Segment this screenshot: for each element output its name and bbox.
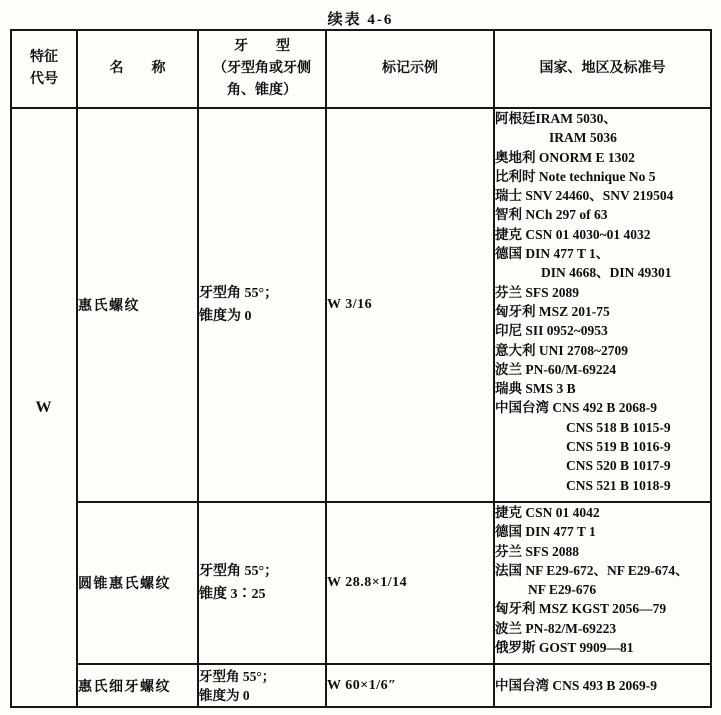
text-line: 德国 DIN 477 T 1 bbox=[495, 524, 596, 540]
text-line: 瑞士 SNV 24460、SNV 219504 bbox=[495, 188, 674, 204]
text-line: 锥度为 0 bbox=[199, 688, 250, 703]
text-line: 俄罗斯 GOST 9909—81 bbox=[495, 640, 634, 656]
text-line: 牙型角 55°； bbox=[199, 286, 279, 301]
header-standards: 国家、地区及标准号 bbox=[494, 30, 711, 108]
table-row bbox=[11, 108, 711, 502]
text-line: 瑞典 SMS 3 B bbox=[495, 381, 576, 397]
standards-cell bbox=[494, 502, 711, 664]
text-line: 芬兰 SFS 2089 bbox=[495, 284, 580, 300]
header-row bbox=[11, 30, 711, 108]
text-line: NF E29-676 bbox=[528, 582, 597, 598]
profile-cell bbox=[198, 502, 326, 664]
example-cell: W 28.8×1/14 bbox=[326, 502, 494, 664]
text-line: 意大利 UNI 2708~2709 bbox=[495, 342, 629, 358]
text-line: 牙型角 55°； bbox=[199, 669, 276, 684]
text-line: CNS 520 B 1017-9 bbox=[566, 458, 671, 474]
header-example: 标记示例 bbox=[326, 30, 494, 108]
text-line: 智利 NCh 297 of 63 bbox=[495, 207, 608, 223]
text-line: 德国 DIN 477 T 1、 bbox=[495, 246, 610, 262]
text-line: IRAM 5036 bbox=[549, 130, 617, 146]
feature-code-text: W bbox=[35, 398, 53, 416]
text-line: 捷克 CSN 01 4030~01 4032 bbox=[495, 226, 651, 242]
table-row bbox=[11, 502, 711, 664]
text-line: 法国 NF E29-672、NF E29-674、 bbox=[495, 562, 689, 578]
profile-cell bbox=[198, 664, 326, 707]
text-line: 波兰 PN-60/M-69224 bbox=[495, 361, 617, 377]
text-line: （牙型角或牙侧 bbox=[213, 61, 311, 76]
text-line: CNS 521 B 1018-9 bbox=[566, 477, 671, 493]
text-line: 波兰 PN-82/M-69223 bbox=[495, 620, 617, 636]
standards-table bbox=[10, 29, 712, 708]
name-cell: 惠氏螺纹 bbox=[77, 108, 198, 502]
text-line: CNS 519 B 1016-9 bbox=[566, 439, 671, 455]
text-line: 阿根廷IRAM 5030、 bbox=[495, 111, 617, 126]
name-cell: 圆锥惠氏螺纹 bbox=[77, 502, 198, 664]
text-line: 捷克 CSN 01 4042 bbox=[495, 505, 600, 520]
text-line: 特征 bbox=[30, 50, 58, 65]
text-line: 牙 型 bbox=[234, 39, 290, 54]
text-line: 印尼 SII 0952~0953 bbox=[495, 323, 608, 339]
text-line: 角、锥度） bbox=[227, 83, 297, 98]
feature-code-cell bbox=[11, 108, 77, 707]
name-cell: 惠氏细牙螺纹 bbox=[77, 664, 198, 707]
text-line: 芬兰 SFS 2088 bbox=[495, 543, 580, 559]
standards-cell bbox=[494, 664, 711, 707]
text-line: DIN 4668、DIN 49301 bbox=[541, 265, 672, 281]
profile-cell bbox=[198, 108, 326, 502]
text-line: 中国台湾 CNS 493 B 2069-9 bbox=[495, 677, 658, 693]
header-name: 名 称 bbox=[77, 30, 198, 108]
header-profile bbox=[198, 30, 326, 108]
table-row bbox=[11, 664, 711, 707]
table-title: 续表 4-6 bbox=[327, 12, 394, 28]
header-feature-code bbox=[11, 30, 77, 108]
example-cell: W 60×1/6″ bbox=[326, 664, 494, 707]
text-line: 匈牙利 MSZ 201-75 bbox=[495, 303, 610, 319]
example-cell: W 3/16 bbox=[326, 108, 494, 502]
text-line: 锥度为 0 bbox=[199, 309, 252, 324]
standards-cell bbox=[494, 108, 711, 502]
text-line: CNS 518 B 1015-9 bbox=[566, 419, 671, 435]
text-line: 比利时 Note technique No 5 bbox=[495, 168, 656, 184]
text-line: 匈牙利 MSZ KGST 2056—79 bbox=[495, 601, 667, 617]
text-line: 奥地利 ONORM E 1302 bbox=[495, 149, 635, 165]
text-line: 牙型角 55°； bbox=[199, 564, 279, 579]
text-line: 锥度 3∶25 bbox=[199, 587, 266, 602]
text-line: 代号 bbox=[30, 72, 58, 87]
text-line: 中国台湾 CNS 492 B 2068-9 bbox=[495, 400, 658, 416]
